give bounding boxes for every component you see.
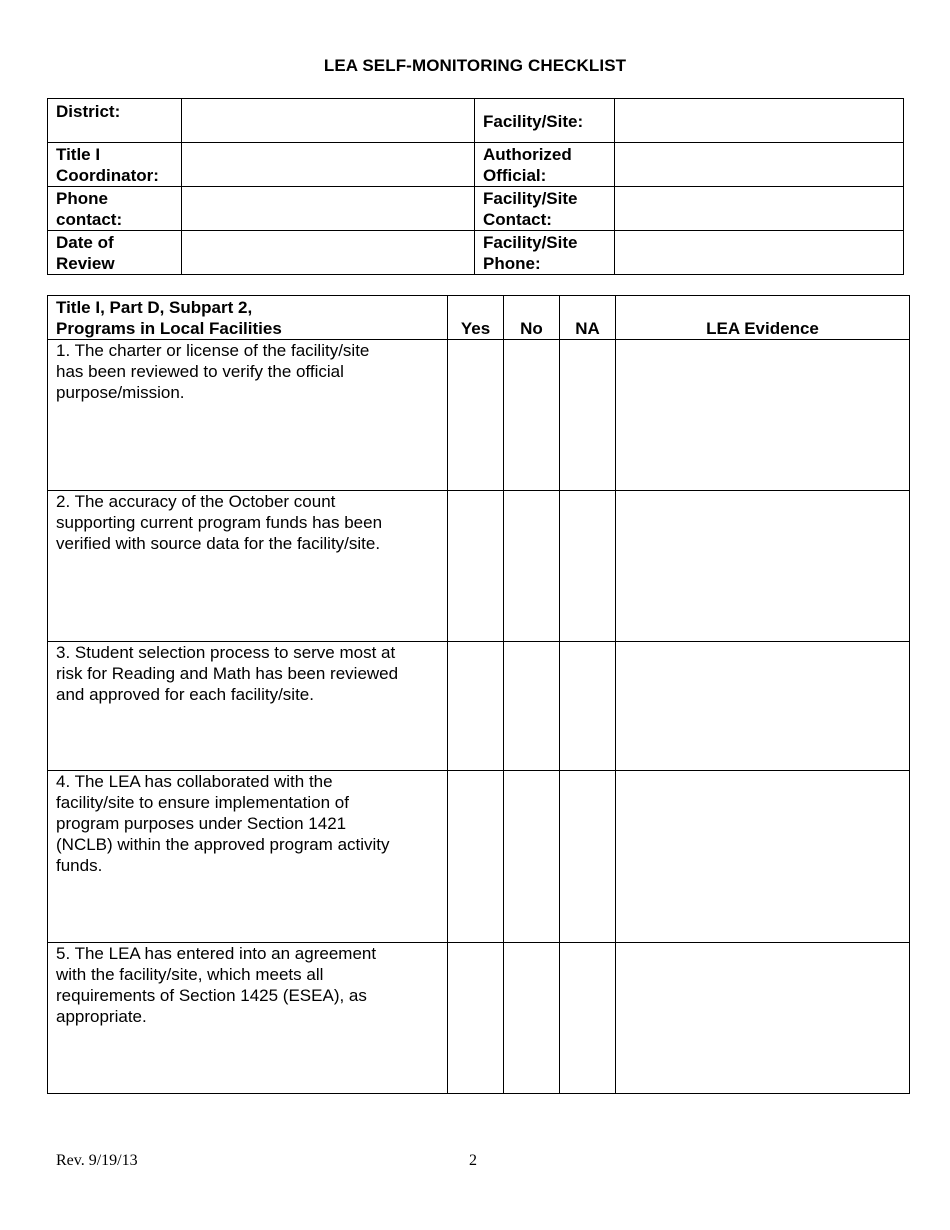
evidence-cell[interactable] [616,943,910,1094]
checklist-header-row [48,296,910,340]
checklist-section-header: Title I, Part D, Subpart 2, Programs in Local Facilities [48,296,448,340]
no-cell[interactable] [504,340,560,491]
no-cell[interactable] [504,491,560,642]
district-field[interactable] [182,99,475,143]
title-i-coordinator-field[interactable] [182,143,475,187]
yes-cell[interactable] [448,771,504,943]
no-cell[interactable] [504,943,560,1094]
review-info-table [47,98,904,275]
info-row-date [48,231,904,275]
checklist-row [48,491,910,642]
no-cell[interactable] [504,771,560,943]
checklist-row [48,340,910,491]
na-cell[interactable] [560,943,616,1094]
phone-contact-label: Phone contact: [48,187,182,231]
checklist-item-text: 1. The charter or license of the facility/site has been reviewed to verify the official purpose/mission. [48,340,448,491]
info-row-phone [48,187,904,231]
evidence-cell[interactable] [616,491,910,642]
date-of-review-field[interactable] [182,231,475,275]
phone-contact-field[interactable] [182,187,475,231]
evidence-cell[interactable] [616,642,910,771]
checklist-row [48,642,910,771]
district-label: District: [48,99,182,143]
evidence-cell[interactable] [616,340,910,491]
facility-site-phone-field[interactable] [615,231,904,275]
page-number: 2 [469,1152,477,1169]
title-i-coordinator-label: Title I Coordinator: [48,143,182,187]
lea-evidence-column-header: LEA Evidence [616,296,910,340]
na-column-header: NA [560,296,616,340]
revision-footer: Rev. 9/19/13 [56,1152,138,1169]
yes-cell[interactable] [448,943,504,1094]
info-row-district [48,99,904,143]
info-row-coordinator [48,143,904,187]
facility-site-phone-label: Facility/Site Phone: [475,231,615,275]
authorized-official-label: Authorized Official: [475,143,615,187]
checklist-item-text: 5. The LEA has entered into an agreement with the facility/site, which meets all requirements of Section 1425 (ESEA), as appropriate. [48,943,448,1094]
na-cell[interactable] [560,491,616,642]
yes-cell[interactable] [448,491,504,642]
evidence-cell[interactable] [616,771,910,943]
date-of-review-label: Date of Review [48,231,182,275]
facility-site-field[interactable] [615,99,904,143]
na-cell[interactable] [560,340,616,491]
yes-cell[interactable] [448,642,504,771]
no-column-header: No [504,296,560,340]
no-cell[interactable] [504,642,560,771]
facility-site-contact-label: Facility/Site Contact: [475,187,615,231]
facility-site-contact-field[interactable] [615,187,904,231]
na-cell[interactable] [560,642,616,771]
na-cell[interactable] [560,771,616,943]
checklist-table [47,295,910,1094]
page-title: LEA SELF-MONITORING CHECKLIST [323,56,627,75]
yes-column-header: Yes [448,296,504,340]
checklist-row [48,771,910,943]
authorized-official-field[interactable] [615,143,904,187]
checklist-row [48,943,910,1094]
checklist-item-text: 2. The accuracy of the October count supporting current program funds has been verified with source data for the facility/site. [48,491,448,642]
checklist-item-text: 3. Student selection process to serve most at risk for Reading and Math has been reviewed and approved for each facility/site. [48,642,448,771]
facility-site-label: Facility/Site: [475,99,615,143]
yes-cell[interactable] [448,340,504,491]
checklist-item-text: 4. The LEA has collaborated with the facility/site to ensure implementation of program purposes under Section 1421 (NCLB) within the approved program activity funds. [48,771,448,943]
